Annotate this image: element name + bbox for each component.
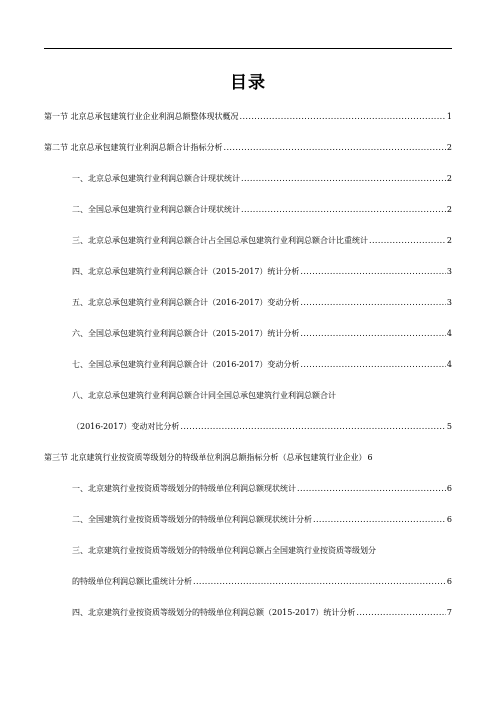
toc-page-number: 1 (446, 112, 452, 121)
toc-entry-2-7[interactable] (72, 359, 452, 370)
toc-page-number: 2 (446, 205, 452, 214)
toc-entry-text: 第一节 北京总承包建筑行业企业利润总额整体现状概况 (44, 112, 239, 121)
toc-page-number: 2 (446, 236, 452, 245)
toc-entry-2-4[interactable] (72, 266, 452, 277)
dot-leader (241, 173, 446, 184)
toc-page-number: 6 (367, 453, 373, 462)
dot-leader (313, 514, 446, 525)
toc-entry-2-5[interactable] (72, 297, 452, 308)
toc-entry-3-2[interactable] (72, 514, 452, 525)
toc-page-number: 2 (446, 143, 452, 152)
toc-entry-text: 的特级单位利润总额比重统计分析 (72, 577, 192, 586)
dot-leader (300, 297, 445, 308)
toc-entry-2-8-continuation[interactable] (72, 421, 452, 432)
toc-entry-2-2[interactable] (72, 204, 452, 215)
dot-leader (300, 266, 445, 277)
toc-entry-3-4[interactable] (72, 607, 452, 618)
toc-page-number: 6 (446, 484, 452, 493)
dot-leader (300, 328, 445, 339)
toc-entry-text: （2016-2017）变动对比分析 (72, 422, 180, 431)
toc-entry-section-1[interactable] (44, 111, 452, 122)
toc-entry-text: 四、北京总承包建筑行业利润总额合计（2015-2017）统计分析 (72, 267, 300, 276)
toc-entry-text: 第二节 北京总承包建筑行业利润总额合计指标分析 (44, 143, 223, 152)
toc-entry-text: 五、北京总承包建筑行业利润总额合计（2016-2017）变动分析 (72, 298, 300, 307)
toc-page-number: 4 (446, 360, 452, 369)
dot-leader (224, 142, 446, 153)
toc-entry-text: 四、北京建筑行业按资质等级划分的特级单位利润总额（2015-2017）统计分析 (72, 608, 356, 617)
header-rule (44, 48, 452, 49)
toc-entry-3-3[interactable]: 三、北京建筑行业按资质等级划分的特级单位利润总额占全国建筑行业按资质等级划分 (72, 546, 376, 555)
toc-entry-2-8[interactable]: 八、北京总承包建筑行业利润总额合计同全国总承包建筑行业利润总额合计 (72, 391, 336, 400)
dot-leader (241, 204, 446, 215)
toc-page-number: 2 (446, 174, 452, 183)
dot-leader (193, 576, 446, 587)
dot-leader (356, 607, 445, 618)
dot-leader (297, 483, 446, 494)
toc-entry-text: 七、全国总承包建筑行业利润总额合计（2016-2017）变动分析 (72, 360, 300, 369)
toc-entry-text: 三、北京总承包建筑行业利润总额合计占全国总承包建筑行业利润总额合计比重统计 (72, 236, 368, 245)
toc-page-number: 6 (446, 515, 452, 524)
toc-page-number: 4 (446, 329, 452, 338)
toc-entry-text: 二、全国总承包建筑行业利润总额合计现状统计 (72, 205, 240, 214)
toc-page-number: 5 (446, 422, 452, 431)
toc-entry-section-2[interactable] (44, 142, 452, 153)
toc-entry-2-3[interactable] (72, 235, 452, 246)
toc-entry-text: 第三节 北京建筑行业按资质等级划分的特级单位利润总额指标分析（总承包建筑行业企业） (44, 453, 367, 462)
dot-leader (369, 235, 446, 246)
toc-page-number: 3 (446, 267, 452, 276)
dot-leader (180, 421, 445, 432)
dot-leader (240, 111, 446, 122)
toc-entry-2-1[interactable] (72, 173, 452, 184)
toc-entry-3-1[interactable] (72, 483, 452, 494)
toc-entry-2-6[interactable] (72, 328, 452, 339)
toc-entry-section-3[interactable] (44, 452, 452, 463)
toc-entry-text: 六、全国总承包建筑行业利润总额合计（2015-2017）统计分析 (72, 329, 300, 338)
toc-entry-3-3-continuation[interactable] (72, 576, 452, 587)
toc-page-number: 3 (446, 298, 452, 307)
toc-entry-text: 一、北京建筑行业按资质等级划分的特级单位利润总额现状统计 (72, 484, 296, 493)
toc-title: 目录 (230, 73, 266, 93)
toc-page-number: 6 (446, 577, 452, 586)
dot-leader (300, 359, 445, 370)
toc-entry-text: 一、北京总承包建筑行业利润总额合计现状统计 (72, 174, 240, 183)
toc-page-number: 7 (446, 608, 452, 617)
toc-entry-text: 二、全国建筑行业按资质等级划分的特级单位利润总额现状统计分析 (72, 515, 312, 524)
